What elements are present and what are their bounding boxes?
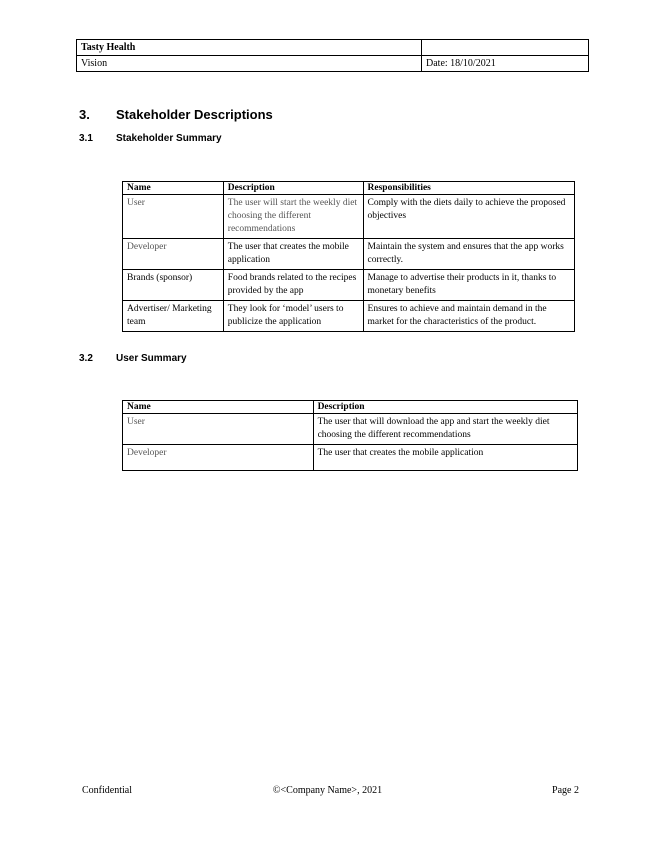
cell-responsibilities: Ensures to achieve and maintain demand in the market for the characteristics of the product. (363, 301, 574, 332)
section-number: 3. (79, 107, 90, 122)
table-row (123, 414, 578, 445)
footer-confidential: Confidential (82, 785, 132, 796)
cell-name: User (123, 195, 224, 239)
table-row (123, 239, 575, 270)
table-row (123, 301, 575, 332)
column-header: Description (223, 182, 363, 195)
cell-name: Advertiser/ Marketing team (123, 301, 224, 332)
section-heading-3 (79, 107, 273, 122)
footer-copyright: ©<Company Name>, 2021 (272, 785, 383, 796)
cell-description: The user that will download the app and start the weekly diet choosing the different recommendations (313, 414, 577, 445)
footer-page-number: Page 2 (552, 785, 579, 796)
header-empty-cell (422, 40, 589, 56)
column-header: Name (123, 182, 224, 195)
section-title: Stakeholder Summary (116, 133, 222, 144)
section-title: User Summary (116, 353, 187, 364)
column-header: Name (123, 401, 314, 414)
cell-description: Food brands related to the recipes provided by the app (223, 270, 363, 301)
column-header: Responsibilities (363, 182, 574, 195)
user-summary-table (122, 400, 578, 471)
cell-name: Developer (123, 239, 224, 270)
document-subtitle: Vision (77, 56, 422, 72)
document-title: Tasty Health (77, 40, 422, 56)
cell-responsibilities: Comply with the diets daily to achieve the proposed objectives (363, 195, 574, 239)
stakeholder-summary-table (122, 181, 575, 332)
cell-description: The user that creates the mobile application (313, 445, 577, 471)
section-heading-3-2 (79, 353, 187, 364)
table-row (123, 445, 578, 471)
cell-responsibilities: Manage to advertise their products in it, thanks to monetary benefits (363, 270, 574, 301)
cell-name: Developer (123, 445, 314, 471)
section-number: 3.2 (79, 353, 93, 364)
cell-name: User (123, 414, 314, 445)
document-date: Date: 18/10/2021 (422, 56, 589, 72)
section-number: 3.1 (79, 133, 93, 144)
table-header-row (123, 182, 575, 195)
cell-description: The user will start the weekly diet choosing the different recommendations (223, 195, 363, 239)
section-title: Stakeholder Descriptions (116, 107, 273, 122)
document-header (76, 39, 589, 72)
cell-responsibilities: Maintain the system and ensures that the app works correctly. (363, 239, 574, 270)
table-header-row (123, 401, 578, 414)
cell-description: They look for ‘model’ users to publicize the application (223, 301, 363, 332)
cell-name: Brands (sponsor) (123, 270, 224, 301)
table-row (123, 270, 575, 301)
table-row (123, 195, 575, 239)
column-header: Description (313, 401, 577, 414)
section-heading-3-1 (79, 133, 222, 144)
cell-description: The user that creates the mobile application (223, 239, 363, 270)
